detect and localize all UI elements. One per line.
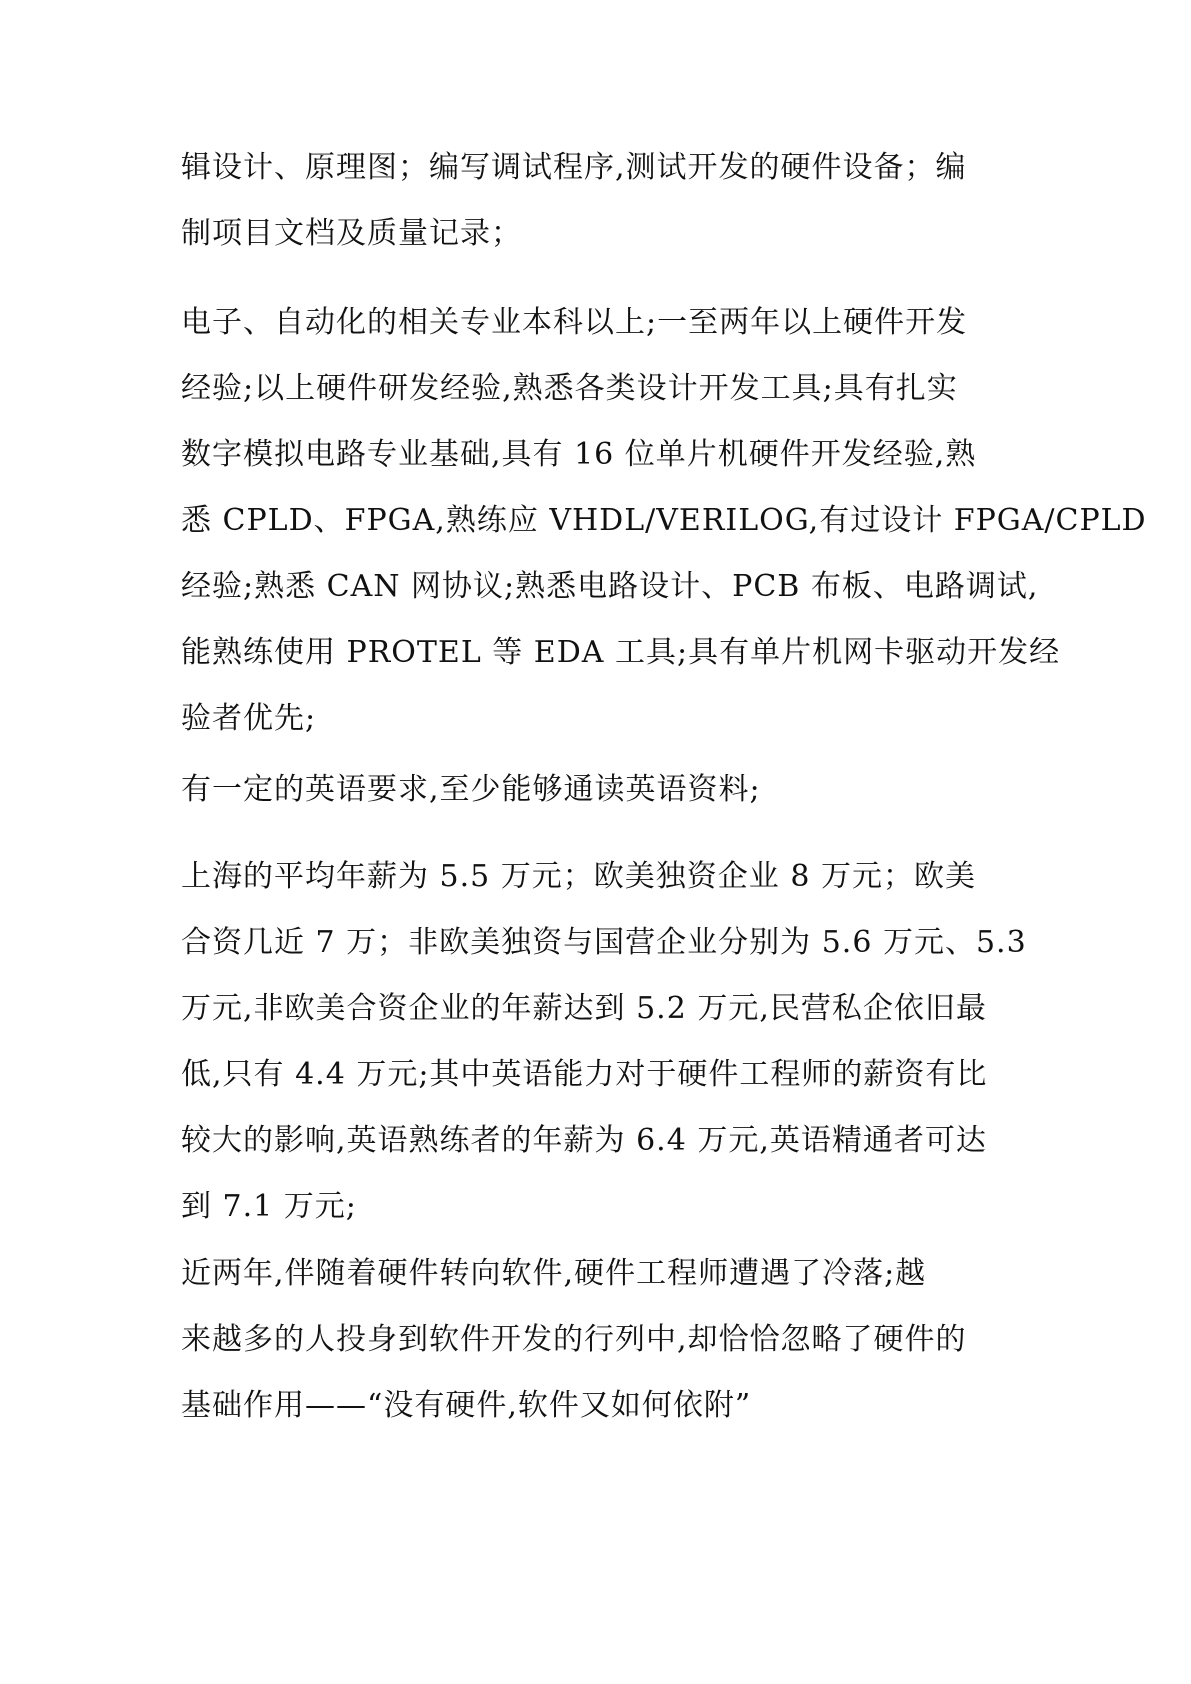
text-line: 能熟练使用 PROTEL 等 EDA 工具;具有单片机网卡驱动开发经 [181, 635, 1061, 670]
text-line: 数字模拟电路专业基础,具有 16 位单片机硬件开发经验,熟 [181, 437, 977, 472]
paragraph-salary [181, 844, 1027, 1240]
text-line: 近两年,伴随着硬件转向软件,硬件工程师遭遇了冷落;越 [181, 1256, 927, 1291]
text-line: 经验;熟悉 CAN 网协议;熟悉电路设计、PCB 布板、电路调试, [181, 569, 1039, 604]
text-line: 来越多的人投身到软件开发的行列中,却恰恰忽略了硬件的 [181, 1322, 967, 1357]
text-line: 有一定的英语要求,至少能够通读英语资料; [181, 772, 761, 807]
text-line: 辑设计、原理图；编写调试程序,测试开发的硬件设备；编 [181, 150, 967, 185]
text-line: 制项目文档及质量记录； [181, 216, 522, 251]
paragraph-industry-trend [181, 1241, 1021, 1439]
text-line: 基础作用——“没有硬件,软件又如何依附” [181, 1388, 752, 1423]
text-line: 经验;以上硬件研发经验,熟悉各类设计开发工具;具有扎实 [181, 371, 958, 406]
paragraph-design-duties [181, 135, 1021, 267]
text-line: 合资几近 7 万；非欧美独资与国营企业分别为 5.6 万元、5.3 [181, 925, 1027, 960]
text-line: 较大的影响,英语熟练者的年薪为 6.4 万元,英语精通者可达 [181, 1123, 987, 1158]
text-line: 到 7.1 万元; [181, 1189, 357, 1224]
text-line: 电子、自动化的相关专业本科以上;一至两年以上硬件开发 [181, 305, 968, 340]
text-line: 低,只有 4.4 万元;其中英语能力对于硬件工程师的薪资有比 [181, 1057, 988, 1092]
paragraph-english-requirement [181, 757, 1021, 823]
text-line: 万元,非欧美合资企业的年薪达到 5.2 万元,民营私企依旧最 [181, 991, 987, 1026]
paragraph-requirements [181, 290, 1147, 752]
text-line: 上海的平均年薪为 5.5 万元；欧美独资企业 8 万元；欧美 [181, 859, 976, 894]
text-line: 悉 CPLD、FPGA,熟练应 VHDL/VERILOG,有过设计 FPGA/CPLD [181, 503, 1147, 538]
text-line: 验者优先; [181, 701, 317, 736]
